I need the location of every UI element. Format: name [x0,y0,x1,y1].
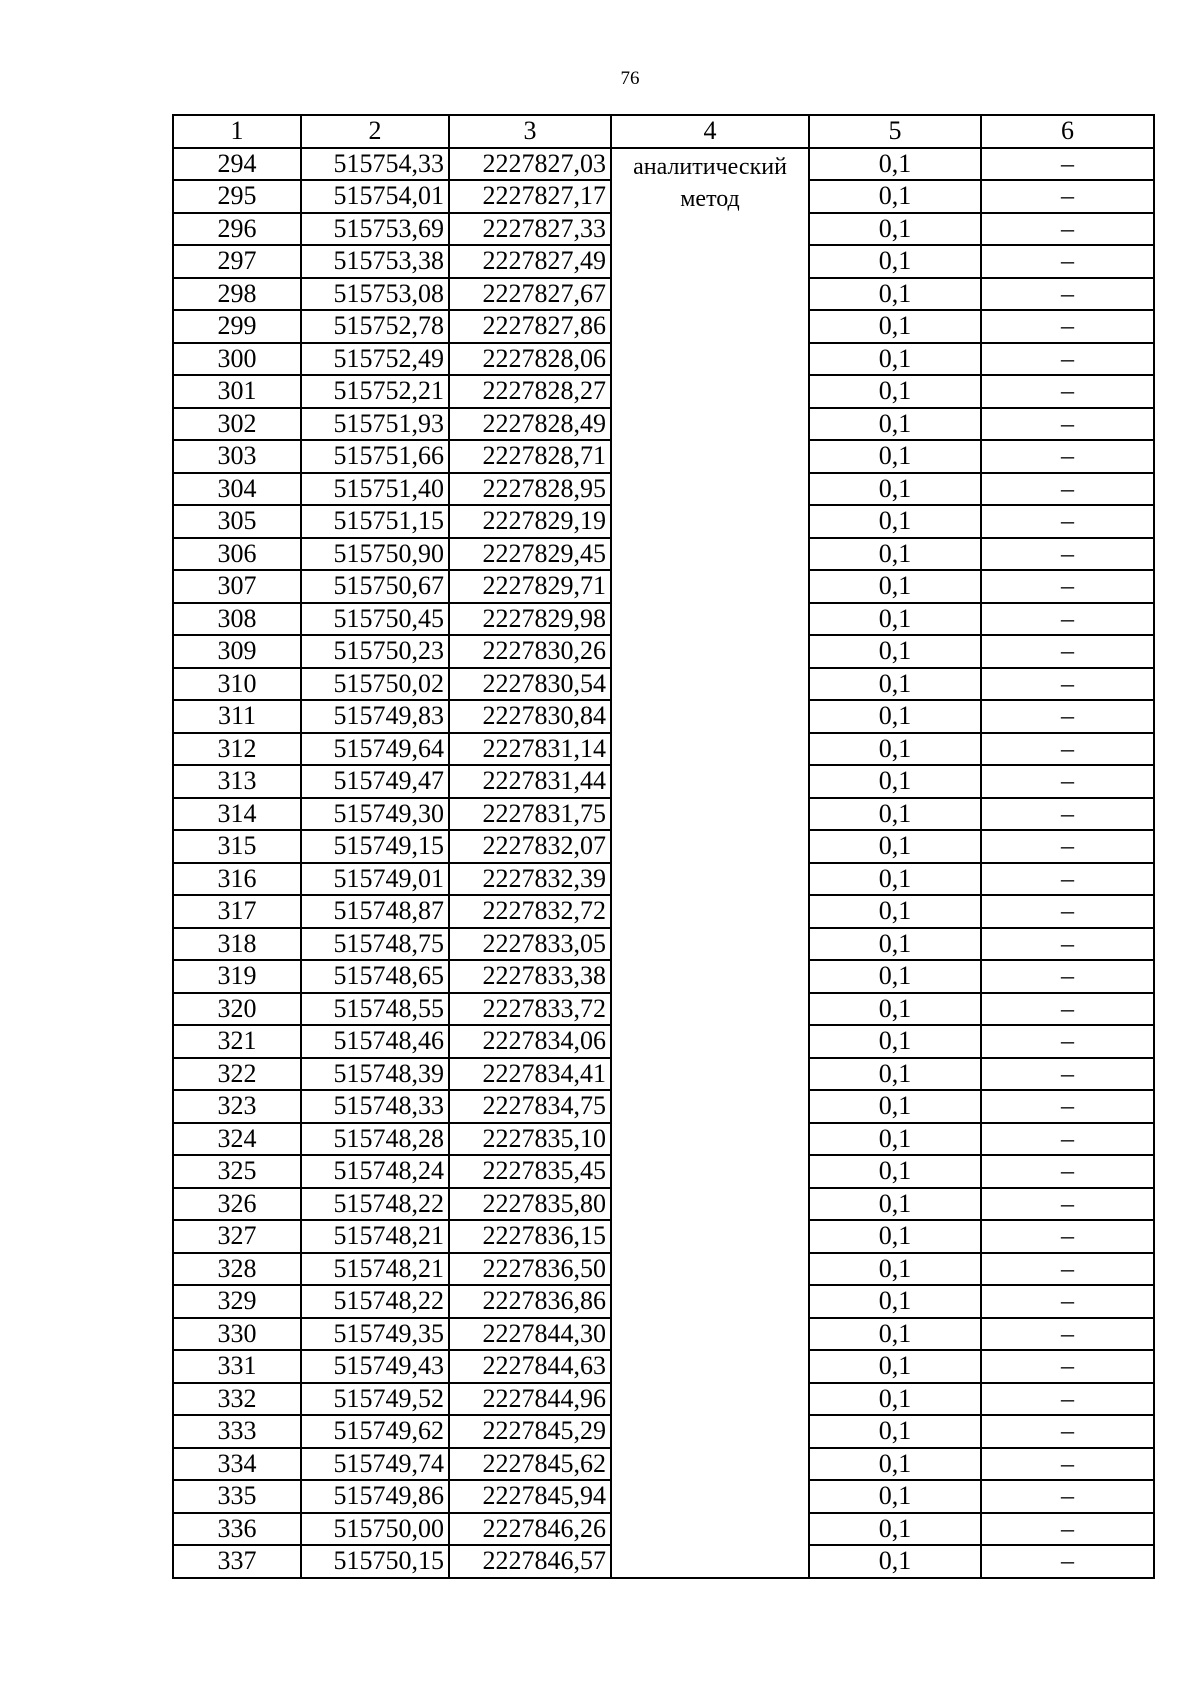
note-cell: – [981,1480,1154,1513]
point-number-cell: 314 [173,798,301,831]
accuracy-cell: 0,1 [809,1155,981,1188]
y-coordinate-cell: 2227829,98 [449,603,611,636]
note-cell: – [981,343,1154,376]
point-number-cell: 305 [173,505,301,538]
x-coordinate-cell: 515748,22 [301,1188,449,1221]
y-coordinate-cell: 2227835,80 [449,1188,611,1221]
x-coordinate-cell: 515750,23 [301,635,449,668]
accuracy-cell: 0,1 [809,798,981,831]
note-cell: – [981,1513,1154,1546]
accuracy-cell: 0,1 [809,473,981,506]
y-coordinate-cell: 2227831,14 [449,733,611,766]
y-coordinate-cell: 2227836,86 [449,1285,611,1318]
x-coordinate-cell: 515749,47 [301,765,449,798]
note-cell: – [981,278,1154,311]
x-coordinate-cell: 515753,08 [301,278,449,311]
accuracy-cell: 0,1 [809,1480,981,1513]
y-coordinate-cell: 2227832,39 [449,863,611,896]
point-number-cell: 304 [173,473,301,506]
x-coordinate-cell: 515749,52 [301,1383,449,1416]
x-coordinate-cell: 515748,22 [301,1285,449,1318]
y-coordinate-cell: 2227834,75 [449,1090,611,1123]
accuracy-cell: 0,1 [809,278,981,311]
accuracy-cell: 0,1 [809,343,981,376]
x-coordinate-cell: 515748,21 [301,1253,449,1286]
point-number-cell: 333 [173,1415,301,1448]
x-coordinate-cell: 515749,43 [301,1350,449,1383]
accuracy-cell: 0,1 [809,993,981,1026]
point-number-cell: 315 [173,830,301,863]
y-coordinate-cell: 2227845,29 [449,1415,611,1448]
note-cell: – [981,798,1154,831]
header-cell: 4 [611,115,809,148]
accuracy-cell: 0,1 [809,960,981,993]
accuracy-cell: 0,1 [809,1383,981,1416]
x-coordinate-cell: 515752,21 [301,375,449,408]
y-coordinate-cell: 2227829,45 [449,538,611,571]
point-number-cell: 313 [173,765,301,798]
note-cell: – [981,570,1154,603]
point-number-cell: 309 [173,635,301,668]
note-cell: – [981,765,1154,798]
accuracy-cell: 0,1 [809,928,981,961]
point-number-cell: 337 [173,1545,301,1578]
x-coordinate-cell: 515750,02 [301,668,449,701]
y-coordinate-cell: 2227827,33 [449,213,611,246]
y-coordinate-cell: 2227830,84 [449,700,611,733]
point-number-cell: 296 [173,213,301,246]
accuracy-cell: 0,1 [809,1188,981,1221]
x-coordinate-cell: 515749,64 [301,733,449,766]
point-number-cell: 303 [173,440,301,473]
accuracy-cell: 0,1 [809,505,981,538]
point-number-cell: 324 [173,1123,301,1156]
x-coordinate-cell: 515750,67 [301,570,449,603]
point-number-cell: 325 [173,1155,301,1188]
point-number-cell: 330 [173,1318,301,1351]
y-coordinate-cell: 2227833,38 [449,960,611,993]
point-number-cell: 306 [173,538,301,571]
x-coordinate-cell: 515750,45 [301,603,449,636]
x-coordinate-cell: 515751,66 [301,440,449,473]
x-coordinate-cell: 515749,74 [301,1448,449,1481]
point-number-cell: 307 [173,570,301,603]
y-coordinate-cell: 2227835,10 [449,1123,611,1156]
accuracy-cell: 0,1 [809,635,981,668]
x-coordinate-cell: 515751,15 [301,505,449,538]
y-coordinate-cell: 2227829,19 [449,505,611,538]
accuracy-cell: 0,1 [809,538,981,571]
note-cell: – [981,440,1154,473]
note-cell: – [981,1090,1154,1123]
y-coordinate-cell: 2227827,86 [449,310,611,343]
accuracy-cell: 0,1 [809,830,981,863]
x-coordinate-cell: 515749,62 [301,1415,449,1448]
point-number-cell: 322 [173,1058,301,1091]
note-cell: – [981,668,1154,701]
y-coordinate-cell: 2227845,94 [449,1480,611,1513]
accuracy-cell: 0,1 [809,1123,981,1156]
note-cell: – [981,960,1154,993]
y-coordinate-cell: 2227828,49 [449,408,611,441]
y-coordinate-cell: 2227829,71 [449,570,611,603]
note-cell: – [981,538,1154,571]
x-coordinate-cell: 515754,33 [301,148,449,181]
accuracy-cell: 0,1 [809,1350,981,1383]
y-coordinate-cell: 2227828,71 [449,440,611,473]
point-number-cell: 310 [173,668,301,701]
note-cell: – [981,895,1154,928]
accuracy-cell: 0,1 [809,1058,981,1091]
point-number-cell: 327 [173,1220,301,1253]
point-number-cell: 299 [173,310,301,343]
accuracy-cell: 0,1 [809,863,981,896]
x-coordinate-cell: 515753,69 [301,213,449,246]
y-coordinate-cell: 2227844,63 [449,1350,611,1383]
x-coordinate-cell: 515748,65 [301,960,449,993]
point-number-cell: 302 [173,408,301,441]
accuracy-cell: 0,1 [809,440,981,473]
coordinates-table [172,114,1155,1579]
header-cell: 6 [981,115,1154,148]
accuracy-cell: 0,1 [809,245,981,278]
y-coordinate-cell: 2227827,67 [449,278,611,311]
y-coordinate-cell: 2227827,03 [449,148,611,181]
y-coordinate-cell: 2227845,62 [449,1448,611,1481]
point-number-cell: 319 [173,960,301,993]
x-coordinate-cell: 515752,78 [301,310,449,343]
point-number-cell: 311 [173,700,301,733]
note-cell: – [981,505,1154,538]
note-cell: – [981,408,1154,441]
point-number-cell: 295 [173,180,301,213]
header-row [173,115,1154,148]
note-cell: – [981,1025,1154,1058]
accuracy-cell: 0,1 [809,895,981,928]
point-number-cell: 316 [173,863,301,896]
x-coordinate-cell: 515749,01 [301,863,449,896]
point-number-cell: 332 [173,1383,301,1416]
point-number-cell: 317 [173,895,301,928]
note-cell: – [981,863,1154,896]
accuracy-cell: 0,1 [809,1448,981,1481]
x-coordinate-cell: 515748,21 [301,1220,449,1253]
point-number-cell: 326 [173,1188,301,1221]
y-coordinate-cell: 2227828,27 [449,375,611,408]
x-coordinate-cell: 515749,15 [301,830,449,863]
x-coordinate-cell: 515748,75 [301,928,449,961]
x-coordinate-cell: 515748,55 [301,993,449,1026]
note-cell: – [981,1415,1154,1448]
table-body [173,148,1154,1578]
note-cell: – [981,733,1154,766]
point-number-cell: 321 [173,1025,301,1058]
y-coordinate-cell: 2227827,49 [449,245,611,278]
method-cell [611,148,809,1578]
accuracy-cell: 0,1 [809,1090,981,1123]
y-coordinate-cell: 2227827,17 [449,180,611,213]
note-cell: – [981,1123,1154,1156]
y-coordinate-cell: 2227832,07 [449,830,611,863]
note-cell: – [981,1350,1154,1383]
note-cell: – [981,310,1154,343]
x-coordinate-cell: 515748,33 [301,1090,449,1123]
point-number-cell: 331 [173,1350,301,1383]
x-coordinate-cell: 515750,00 [301,1513,449,1546]
x-coordinate-cell: 515748,39 [301,1058,449,1091]
y-coordinate-cell: 2227834,06 [449,1025,611,1058]
point-number-cell: 336 [173,1513,301,1546]
x-coordinate-cell: 515750,15 [301,1545,449,1578]
accuracy-cell: 0,1 [809,570,981,603]
note-cell: – [981,635,1154,668]
note-cell: – [981,148,1154,181]
note-cell: – [981,830,1154,863]
y-coordinate-cell: 2227844,30 [449,1318,611,1351]
x-coordinate-cell: 515752,49 [301,343,449,376]
point-number-cell: 308 [173,603,301,636]
accuracy-cell: 0,1 [809,765,981,798]
y-coordinate-cell: 2227844,96 [449,1383,611,1416]
accuracy-cell: 0,1 [809,310,981,343]
x-coordinate-cell: 515749,86 [301,1480,449,1513]
point-number-cell: 298 [173,278,301,311]
note-cell: – [981,1318,1154,1351]
header-cell: 3 [449,115,611,148]
header-cell: 2 [301,115,449,148]
note-cell: – [981,1545,1154,1578]
point-number-cell: 312 [173,733,301,766]
accuracy-cell: 0,1 [809,148,981,181]
y-coordinate-cell: 2227846,57 [449,1545,611,1578]
page-number: 76 [620,68,640,89]
note-cell: – [981,213,1154,246]
x-coordinate-cell: 515748,28 [301,1123,449,1156]
accuracy-cell: 0,1 [809,700,981,733]
x-coordinate-cell: 515749,35 [301,1318,449,1351]
header-cell: 1 [173,115,301,148]
x-coordinate-cell: 515749,83 [301,700,449,733]
x-coordinate-cell: 515748,46 [301,1025,449,1058]
point-number-cell: 323 [173,1090,301,1123]
accuracy-cell: 0,1 [809,1318,981,1351]
method-line: метод [680,185,740,212]
y-coordinate-cell: 2227846,26 [449,1513,611,1546]
x-coordinate-cell: 515748,87 [301,895,449,928]
y-coordinate-cell: 2227833,05 [449,928,611,961]
note-cell: – [981,180,1154,213]
accuracy-cell: 0,1 [809,1253,981,1286]
note-cell: – [981,993,1154,1026]
point-number-cell: 297 [173,245,301,278]
note-cell: – [981,473,1154,506]
y-coordinate-cell: 2227831,75 [449,798,611,831]
y-coordinate-cell: 2227833,72 [449,993,611,1026]
accuracy-cell: 0,1 [809,668,981,701]
accuracy-cell: 0,1 [809,1025,981,1058]
note-cell: – [981,1155,1154,1188]
y-coordinate-cell: 2227828,06 [449,343,611,376]
y-coordinate-cell: 2227831,44 [449,765,611,798]
method-line: аналитический [633,153,787,180]
accuracy-cell: 0,1 [809,1415,981,1448]
note-cell: – [981,603,1154,636]
point-number-cell: 294 [173,148,301,181]
y-coordinate-cell: 2227835,45 [449,1155,611,1188]
note-cell: – [981,1058,1154,1091]
note-cell: – [981,1448,1154,1481]
note-cell: – [981,1220,1154,1253]
point-number-cell: 318 [173,928,301,961]
accuracy-cell: 0,1 [809,375,981,408]
note-cell: – [981,1285,1154,1318]
note-cell: – [981,928,1154,961]
point-number-cell: 301 [173,375,301,408]
y-coordinate-cell: 2227836,50 [449,1253,611,1286]
x-coordinate-cell: 515750,90 [301,538,449,571]
accuracy-cell: 0,1 [809,1513,981,1546]
table-row [173,148,1154,181]
y-coordinate-cell: 2227830,26 [449,635,611,668]
y-coordinate-cell: 2227832,72 [449,895,611,928]
accuracy-cell: 0,1 [809,1220,981,1253]
y-coordinate-cell: 2227830,54 [449,668,611,701]
header-cell: 5 [809,115,981,148]
point-number-cell: 334 [173,1448,301,1481]
y-coordinate-cell: 2227836,15 [449,1220,611,1253]
point-number-cell: 328 [173,1253,301,1286]
accuracy-cell: 0,1 [809,408,981,441]
note-cell: – [981,1188,1154,1221]
point-number-cell: 300 [173,343,301,376]
accuracy-cell: 0,1 [809,180,981,213]
accuracy-cell: 0,1 [809,1285,981,1318]
accuracy-cell: 0,1 [809,213,981,246]
x-coordinate-cell: 515751,40 [301,473,449,506]
accuracy-cell: 0,1 [809,733,981,766]
x-coordinate-cell: 515748,24 [301,1155,449,1188]
accuracy-cell: 0,1 [809,603,981,636]
x-coordinate-cell: 515749,30 [301,798,449,831]
note-cell: – [981,1253,1154,1286]
note-cell: – [981,700,1154,733]
point-number-cell: 320 [173,993,301,1026]
note-cell: – [981,1383,1154,1416]
y-coordinate-cell: 2227828,95 [449,473,611,506]
y-coordinate-cell: 2227834,41 [449,1058,611,1091]
accuracy-cell: 0,1 [809,1545,981,1578]
point-number-cell: 329 [173,1285,301,1318]
note-cell: – [981,375,1154,408]
point-number-cell: 335 [173,1480,301,1513]
note-cell: – [981,245,1154,278]
x-coordinate-cell: 515751,93 [301,408,449,441]
x-coordinate-cell: 515754,01 [301,180,449,213]
x-coordinate-cell: 515753,38 [301,245,449,278]
